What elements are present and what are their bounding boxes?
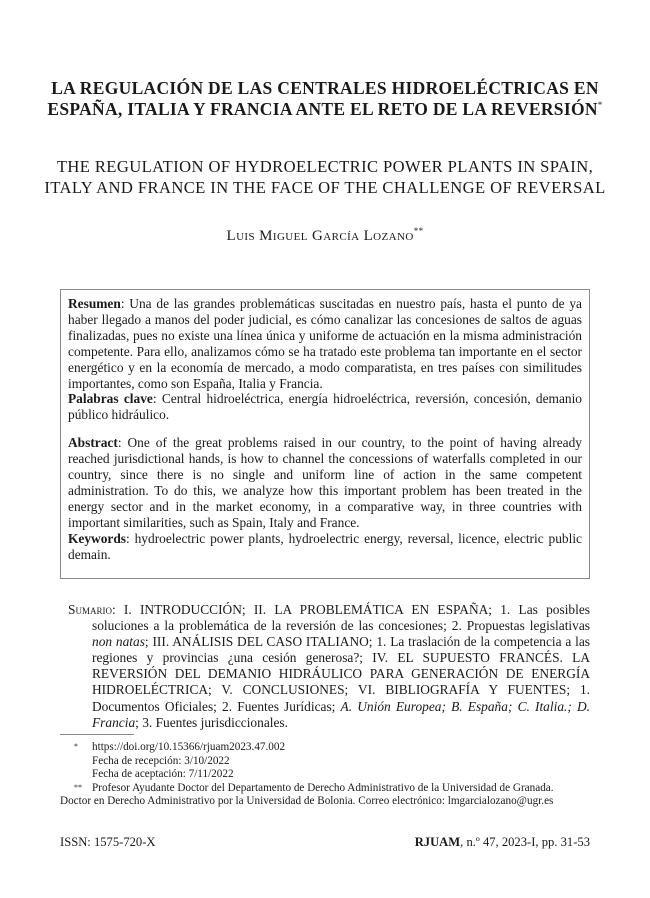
resumen-paragraph xyxy=(68,296,582,391)
abstract-paragraph xyxy=(68,435,582,530)
footnote-doi-link[interactable]: https://doi.org/10.15366/rjuam2023.47.002 xyxy=(92,741,286,753)
table-of-contents xyxy=(68,602,590,731)
palabras-clave-paragraph xyxy=(68,391,582,423)
footnote-divider xyxy=(60,734,134,735)
sumario-text-1: : I. INTRODUCCIÓN; II. LA PROBLEMÁTICA EN ESPAÑA; 1. Las posibles soluciones a la problemática de la reversión de las concesiones; 2. Propuestas legislativas xyxy=(92,602,590,634)
abstract-label: Abstract xyxy=(68,435,118,451)
palabras-clave-label: Palabras clave xyxy=(68,391,153,407)
footnote-2 xyxy=(60,782,590,796)
abstract-text: : One of the great problems raised in our country, to the point of having already reached jurisdictional hands, is how to channel the concessions of waterfalls completed in our country, since there is no single and uniform line of action in the same competent administration. To do this, we analyze how this important problem has been treated in the energy sector and in the market economy, in a comparative way, in three countries with important similarities, such as Spain, Italy and France. xyxy=(68,435,582,530)
sumario-text-2: ; III. ANÁLISIS DEL CASO ITALIANO; 1. La traslación de la competencia a las regiones y provincias ¿una cesión generosa?; IV. EL SUPUESTO FRANCÉS. LA REVERSIÓN DEL DEMANIO HIDRÁULICO PARA GENERACIÓN DE ENERGÍA HIDROELÉCTRICA; V. CONCLUSIONES; VI. BIBLIOGRAFÍA Y FUENTES; 1. Documentos Oficiales; 2. Fuentes Jurídicas; xyxy=(92,634,590,714)
keywords-paragraph xyxy=(68,531,582,563)
resumen-text: : Una de las grandes problemáticas suscitadas en nuestro país, hasta el punto de ya haber llegado a manos del poder judicial, es cómo canalizar las concesiones de saltos de aguas finalizadas, pues no existe una línea única y uniforme de actuación en la misma administración competente. Para ello, analizamos cómo se ha tratado este problema tan importante en el sector energético y en la economía de mercado, a modo comparatista, en tres países con similitudes importantes, como son España, Italia y Francia. xyxy=(68,296,582,391)
palabras-clave-text: : Central hidroeléctrica, energía hidroeléctrica, reversión, concesión, demanio público hidráulico. xyxy=(68,391,582,423)
title-footnote-mark: * xyxy=(597,100,603,111)
keywords-label: Keywords xyxy=(68,530,127,546)
footnote-2-line-2: Doctor en Derecho Administrativo por la Universidad de Bolonia. Correo electrónico: lmgarcialozano@ugr.es xyxy=(60,795,554,808)
author-text: Luis Miguel García Lozano xyxy=(226,228,414,244)
sumario-paragraph xyxy=(68,602,590,731)
author-name xyxy=(40,228,610,245)
sumario-label: Sumario xyxy=(68,602,112,617)
footnote-2-mark: ** xyxy=(74,782,82,792)
footnote-1-mark: * xyxy=(74,742,78,751)
title-english: THE REGULATION OF HYDROELECTRIC POWER PLANTS IN SPAIN, ITALY AND FRANCE IN THE FACE OF THE CHALLENGE OF REVERSAL xyxy=(44,157,606,197)
title-spanish xyxy=(40,78,610,120)
footnotes xyxy=(60,741,590,809)
abstract-box xyxy=(60,289,590,579)
author-footnote-mark: ** xyxy=(413,226,424,236)
sumario-italic-1: non natas xyxy=(92,634,145,650)
journal-name: RJUAM xyxy=(414,835,461,849)
sumario-text-3: ; 3. Fuentes jurisdiccionales. xyxy=(135,714,288,730)
footnote-1 xyxy=(60,741,590,755)
keywords-text: : hydroelectric power plants, hydroelectric energy, reversal, licence, electric public demain. xyxy=(68,530,582,562)
footnote-received-date: Fecha de recepción: 3/10/2022 xyxy=(92,754,230,767)
sumario-italic-2: A. Unión Europea; B. España; C. Italia.; D. Francia xyxy=(92,698,590,730)
resumen-label: Resumen xyxy=(68,296,121,311)
journal-issue: , n.º 47, 2023-I, pp. 31-53 xyxy=(460,835,590,849)
footnote-2-line-1: Profesor Ayudante Doctor del Departamento de Derecho Administrativo de la Universidad de Granada. xyxy=(92,781,554,794)
issn: ISSN: 1575-720-X xyxy=(60,835,156,849)
page-footer xyxy=(60,835,590,850)
footnote-accepted-date: Fecha de aceptación: 7/11/2022 xyxy=(92,768,234,781)
title-spanish-text: LA REGULACIÓN DE LAS CENTRALES HIDROELÉCTRICAS EN ESPAÑA, ITALIA Y FRANCIA ANTE EL RETO DE LA REVERSIÓN xyxy=(47,78,599,119)
journal-citation xyxy=(415,835,590,850)
